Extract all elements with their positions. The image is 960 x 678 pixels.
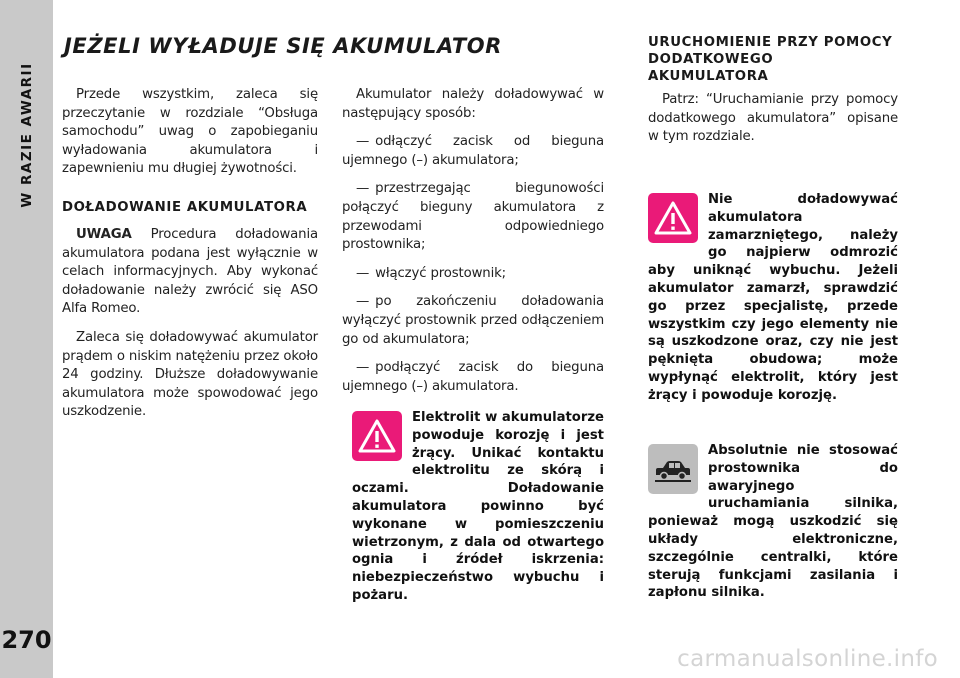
column-2 [342,86,604,406]
section-title: W RAZIE AWARII [19,62,35,208]
electrolyte-warning [352,409,604,605]
jump-start-heading: URUCHOMIENIE PRZY POMOCY DODATKOWEGO AKUMULATORA [648,35,893,84]
step-text: po zakończeniu doładowania wyłączyć prostownik przed odłączeniem go od akumulatora; [342,294,604,347]
page-title: JEŻELI WYŁADUJE SIĘ AKUMULATOR [64,34,503,58]
charging-heading: DOŁADOWANIE AKUMULATORA [62,199,308,215]
step-text: przestrzegając biegunowości połączyć bieguny akumulatora z przewodami odpowiedniego prostownika; [342,181,604,253]
procedure-step [342,293,604,349]
procedure-step [342,180,604,254]
procedure-step [342,133,604,170]
step-dash: — [356,265,370,281]
procedure-step [342,265,604,284]
watermark: carmanualsonline.info [677,646,938,672]
frozen-battery-warning [648,191,898,405]
car-icon [648,444,698,494]
warning-triangle-icon [648,193,698,243]
step-dash: — [356,181,370,197]
step-text: włączyć prostownik; [375,265,507,281]
intro-paragraph: Przede wszystkim, zaleca się przeczytanie w rozdziale “Obsługa samochodu” uwag o zapobieganiu wyładowania akumulatora i zapewnieniu mu długiej żywotności. [62,87,318,177]
charger-warning [648,442,898,602]
column-1 [62,86,318,432]
charging-paragraph: Zaleca się doładowywać akumulator prądem o niskim natężeniu przez około 24 godziny. Dłuższe doładowywanie akumulatora może spowodować jego uszkodzenie. [62,329,318,420]
procedure-intro: Akumulator należy doładowywać w następujący sposób: [342,87,604,121]
jump-start-text: Patrz: “Uruchamianie przy pomocy dodatkowego akumulatora” opisane w tym rozdziale. [648,92,898,145]
warning-text: Absolutnie nie stosować prostownika do awaryjnego uruchamiania silnika, ponieważ mogą uszkodzić się układy elektroniczne, szczególnie centralki, które sterują funkcjami zasilania i zapłonu silnika. [648,443,898,601]
warning-text: Elektrolit w akumulatorze powoduje korozję i jest żrący. Unikać kontaktu elektrolitu ze skórą i oczami. Doładowanie akumulatora powinno być wykonane w pomieszczeniu wietrzonym, z dala od otwartego ognia i źródeł iskrzenia: niebezpieczeństwo wybuchu i pożaru. [352,410,604,603]
procedure-step [342,359,604,396]
warning-triangle-icon [352,411,402,461]
step-dash: — [356,294,370,310]
step-dash: — [356,134,370,150]
note-label: UWAGA [76,226,132,242]
step-text: odłączyć zacisk od bieguna ujemnego (–) akumulatora; [342,134,604,168]
sidebar [0,0,53,678]
page-number: 270 [1,626,52,654]
note-paragraph [62,226,318,319]
step-text: podłączyć zacisk do bieguna ujemnego (–) akumulatora. [342,360,604,394]
step-dash: — [356,360,370,376]
column-3 [648,34,898,157]
note-text: Procedura doładowania akumulatora podana jest wyłącznie w celach informacyjnych. Aby wykonać doładowanie należy zwrócić się ASO Alfa Romeo. [62,226,318,317]
warning-text: Nie doładowywać akumulatora zamarzniętego, należy go najpierw odmrozić aby uniknąć wybuchu. Jeżeli akumulator zamarzł, sprawdzić go przez specjalistę, przede wszystkim czy jego elementy nie są uszkodzone oraz, czy nie jest pęknięta obudowa; może wypłynąć elektrolit, który jest żrący i powoduje korozję. [648,192,898,403]
